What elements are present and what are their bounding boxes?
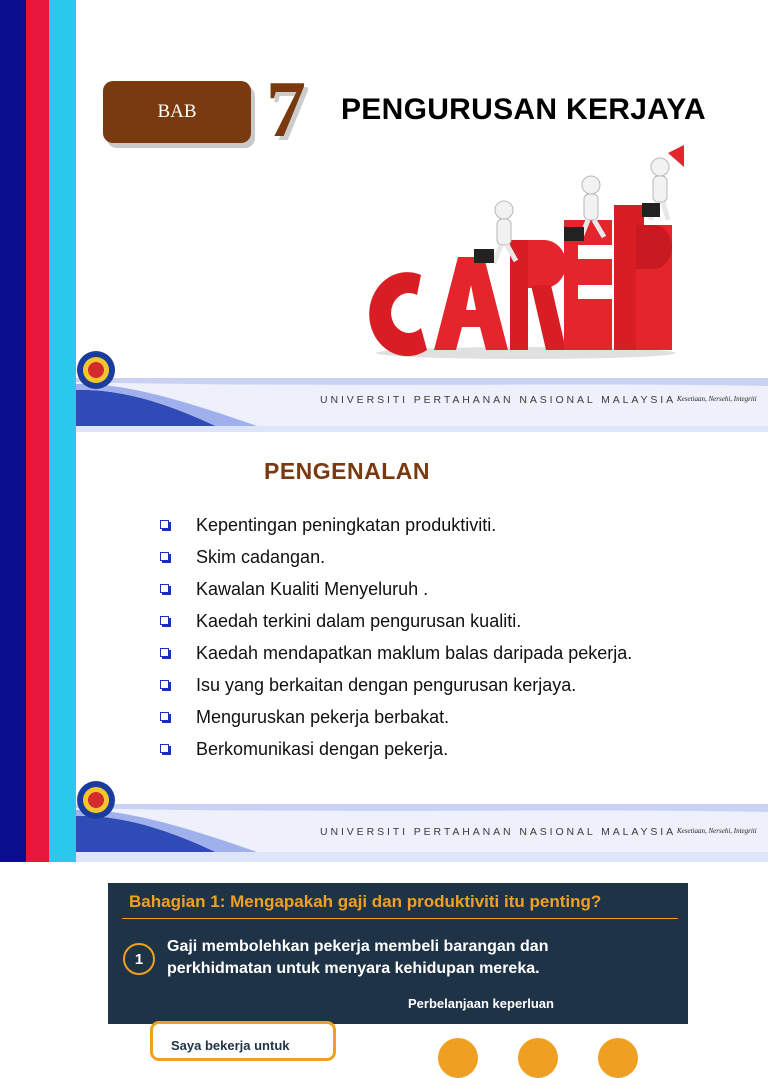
university-crest-icon: [76, 780, 116, 820]
section-heading: PENGENALAN: [264, 458, 431, 484]
bullet-square-icon: [160, 744, 169, 753]
footer-band: [76, 378, 768, 436]
panel-heading: Bahagian 1: Mengapakah gaji dan produktiviti itu penting?: [129, 892, 602, 911]
cyan-stripe: [49, 0, 76, 862]
university-name: UNIVERSITI PERTAHANAN NASIONAL MALAYSIA: [320, 394, 677, 406]
footer-band: [76, 804, 768, 862]
red-stripe: [26, 0, 49, 862]
list-item: Kaedah mendapatkan maklum balas daripada pekerja.: [158, 640, 632, 672]
navy-stripe: [0, 0, 26, 862]
motto-text: Kesetiaan, Nersehi, Integriti: [677, 827, 757, 835]
bullet-square-icon: [160, 712, 169, 721]
item-text: Gaji membolehkan pekerja membeli barangan dan perkhidmatan untuk menyara kehidupan mereka.: [167, 938, 549, 977]
slide-part-1: [0, 862, 768, 1053]
expense-icon: [438, 1038, 478, 1078]
left-stripes: [0, 0, 76, 862]
list-item: Kepentingan peningkatan produktiviti.: [158, 512, 632, 544]
career-illustration: [366, 145, 676, 360]
expense-icon: [598, 1038, 638, 1078]
bab-label: BAB: [157, 101, 197, 122]
sub-label: Perbelanjaan keperluan: [408, 996, 554, 1011]
bullet-square-icon: [160, 584, 169, 593]
expense-icon: [518, 1038, 558, 1078]
bullet-square-icon: [160, 648, 169, 657]
bab-label-box: [103, 81, 251, 143]
university-name: UNIVERSITI PERTAHANAN NASIONAL MALAYSIA: [320, 826, 677, 838]
bullet-square-icon: [160, 616, 169, 625]
list-item: Isu yang berkaitan dengan pengurusan kerjaya.: [158, 672, 632, 704]
info-panel: [108, 883, 688, 1053]
list-item: Berkomunikasi dengan pekerja.: [158, 736, 632, 768]
chapter-number: 7: [266, 66, 306, 154]
speech-bubble: Saya bekerja untuk: [150, 1021, 336, 1061]
university-crest-icon: [76, 350, 116, 390]
list-item: Menguruskan pekerja berbakat.: [158, 704, 632, 736]
page-title: PENGURUSAN KERJAYA: [341, 93, 706, 126]
slide-introduction: [76, 432, 768, 862]
list-item: Skim cadangan.: [158, 544, 632, 576]
bullet-list: [158, 512, 632, 768]
bullet-square-icon: [160, 680, 169, 689]
list-item: Kawalan Kualiti Menyeluruh .: [158, 576, 632, 608]
bullet-square-icon: [160, 552, 169, 561]
heading-divider: [122, 918, 678, 919]
bullet-square-icon: [160, 520, 169, 529]
list-item: Kaedah terkini dalam pengurusan kualiti.: [158, 608, 632, 640]
item-number-badge: 1: [123, 943, 155, 975]
motto-text: Kesetiaan, Nersehi, Integriti: [677, 395, 757, 403]
slide-title: [76, 0, 768, 432]
